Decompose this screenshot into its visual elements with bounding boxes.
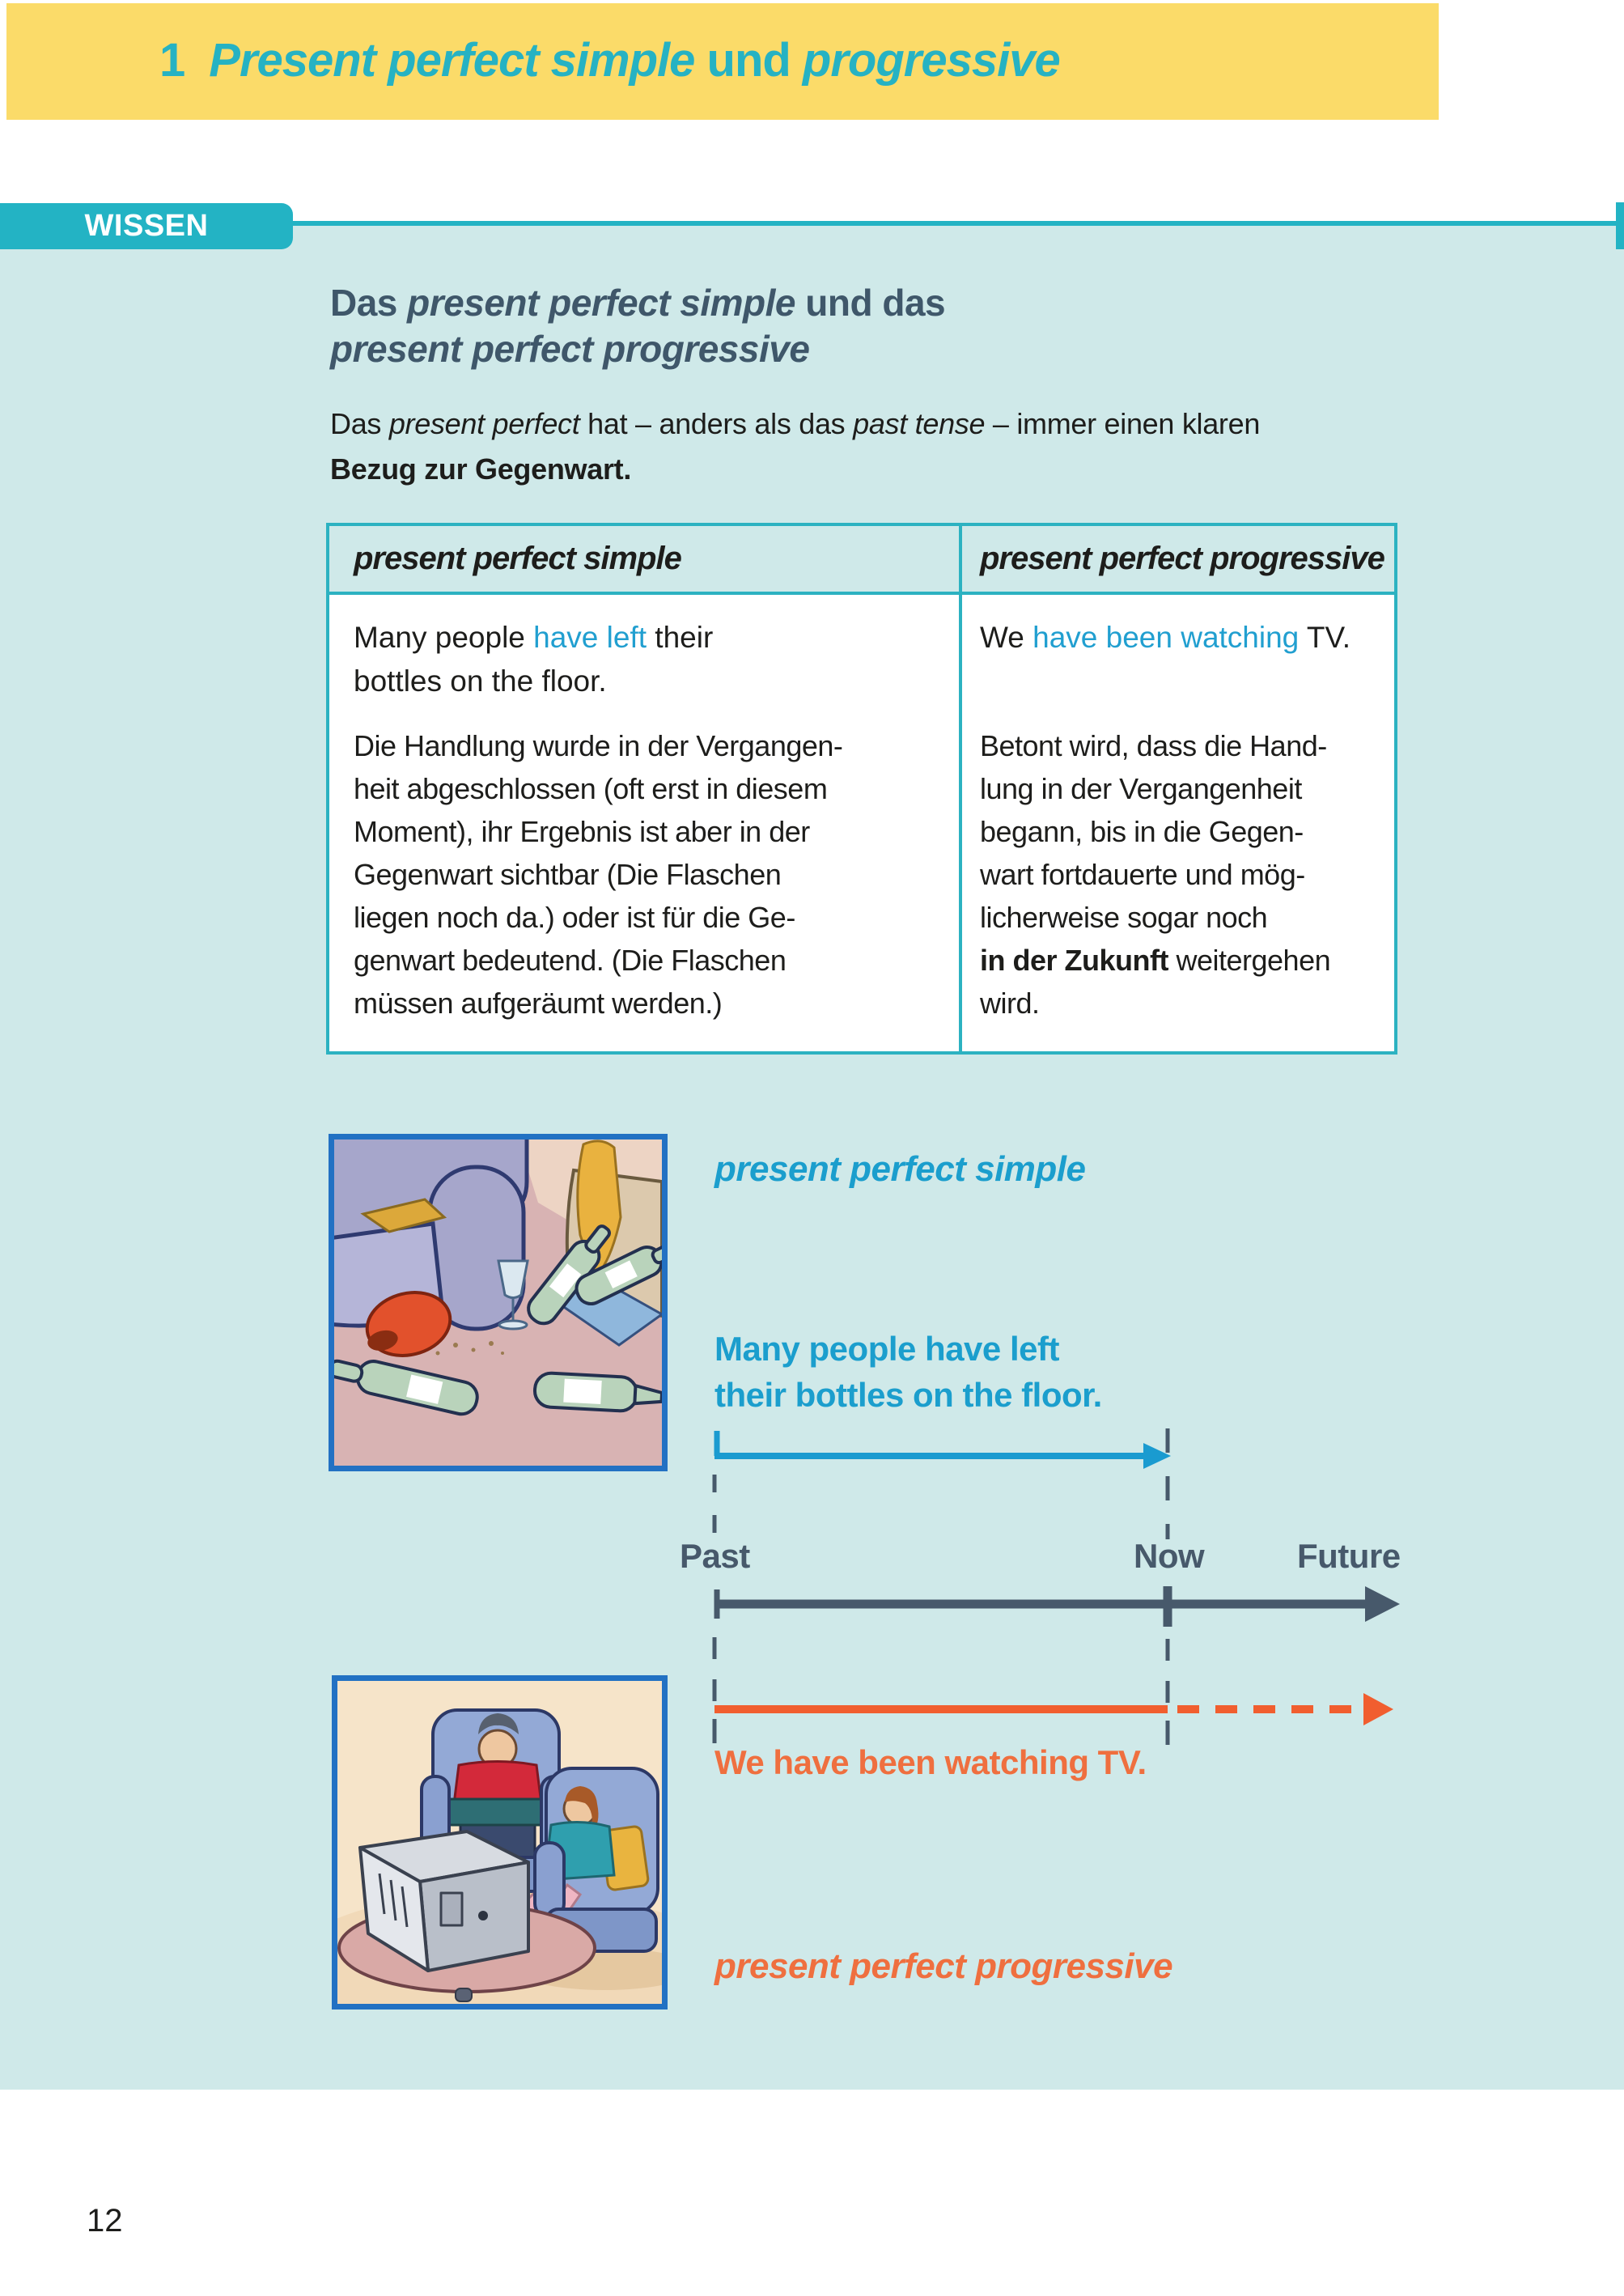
chapter-title-upright: und <box>694 34 803 87</box>
explanation-line: licherweise sogar noch <box>980 901 1268 934</box>
wissen-tab: WISSEN <box>0 203 293 249</box>
wissen-rule-end-bar <box>1616 202 1624 249</box>
explanation-progressive <box>980 724 1330 1025</box>
diagram-sentence-simple <box>714 1326 1102 1418</box>
example-text: Many people <box>354 621 534 654</box>
explanation-line: lung in der Vergangenheit <box>980 772 1302 805</box>
heading-text: Das <box>330 282 408 324</box>
example-simple-line2: bottles on the floor. <box>354 664 607 698</box>
heading-term-italic: present perfect simple <box>407 282 796 324</box>
example-verb-highlight: have left <box>533 621 647 654</box>
explanation-line: liegen noch da.) oder ist für die Ge- <box>354 901 795 934</box>
table-cell-simple <box>329 595 959 1051</box>
diagram-label-progressive: present perfect progressive <box>714 1946 1173 1986</box>
table-header-simple: present perfect simple <box>329 526 959 595</box>
explanation-line: müssen aufgeräumt werden.) <box>354 987 723 1020</box>
section-heading-line1 <box>330 280 945 326</box>
explanation-simple <box>354 724 842 1025</box>
explanation-bold-text: in der Zukunft <box>980 944 1168 977</box>
example-text: TV. <box>1299 621 1351 654</box>
intro-term-italic: past tense <box>853 407 986 440</box>
explanation-line: begann, bis in die Gegen- <box>980 815 1304 848</box>
explanation-text: weitergehen <box>1168 944 1331 977</box>
table-header-progressive: present perfect progressive <box>959 526 1394 595</box>
intro-term-italic: present perfect <box>388 407 580 440</box>
chapter-title-italic-2: progressive <box>802 34 1060 87</box>
diagram-sentence-line: Many people have left <box>714 1330 1059 1368</box>
diagram-label-simple: present perfect simple <box>714 1149 1086 1189</box>
explanation-line: Moment), ihr Ergebnis ist aber in der <box>354 815 810 848</box>
intro-line1 <box>330 401 1260 447</box>
timeline-label-past: Past <box>680 1537 750 1575</box>
wissen-rule-line <box>283 221 1617 226</box>
explanation-line: Betont wird, dass die Hand- <box>980 729 1327 762</box>
diagram-sentence-line: their bottles on the floor. <box>714 1376 1102 1414</box>
intro-paragraph <box>330 401 1260 492</box>
diagram-sentence-progressive: We have been watching TV. <box>714 1743 1147 1781</box>
explanation-line: wart fortdauerte und mög- <box>980 858 1305 891</box>
example-text: their <box>647 621 714 654</box>
intro-text: – immer einen klaren <box>985 407 1261 440</box>
section-heading <box>330 280 945 372</box>
watching-tv-drawing <box>337 1681 662 2004</box>
example-text: We <box>980 621 1033 654</box>
timeline-label-now: Now <box>1134 1537 1205 1575</box>
explanation-line: genwart bedeutend. (Die Flaschen <box>354 944 787 977</box>
living-room-drawing <box>334 1140 662 1466</box>
explanation-line-bold <box>980 939 1330 982</box>
explanation-line: heit abgeschlossen (oft erst in diesem <box>354 772 828 805</box>
intro-text: hat – anders als das <box>579 407 854 440</box>
table-cell-progressive <box>959 595 1394 1051</box>
chapter-number: 1 <box>159 34 185 87</box>
example-progressive-line1 <box>980 616 1388 660</box>
example-verb-highlight: have been watching <box>1032 621 1300 654</box>
example-simple-line1 <box>354 616 946 660</box>
section-heading-line2: present perfect progressive <box>330 328 810 370</box>
intro-text: Das <box>330 407 389 440</box>
explanation-line: wird. <box>980 987 1040 1020</box>
heading-text: und das <box>795 282 946 324</box>
living-room-illustration <box>329 1134 668 1471</box>
chapter-title-italic-1: Present perfect simple <box>209 34 695 87</box>
timeline-label-future: Future <box>1297 1537 1401 1575</box>
comparison-table <box>326 523 1397 1055</box>
watching-tv-illustration <box>332 1675 668 2010</box>
explanation-line: Die Handlung wurde in der Vergangen- <box>354 729 843 762</box>
explanation-line: Gegenwart sichtbar (Die Flaschen <box>354 858 782 891</box>
page-number: 12 <box>87 2203 123 2239</box>
intro-line2-bold: Bezug zur Gegenwart. <box>330 452 632 486</box>
chapter-title <box>159 36 1060 86</box>
